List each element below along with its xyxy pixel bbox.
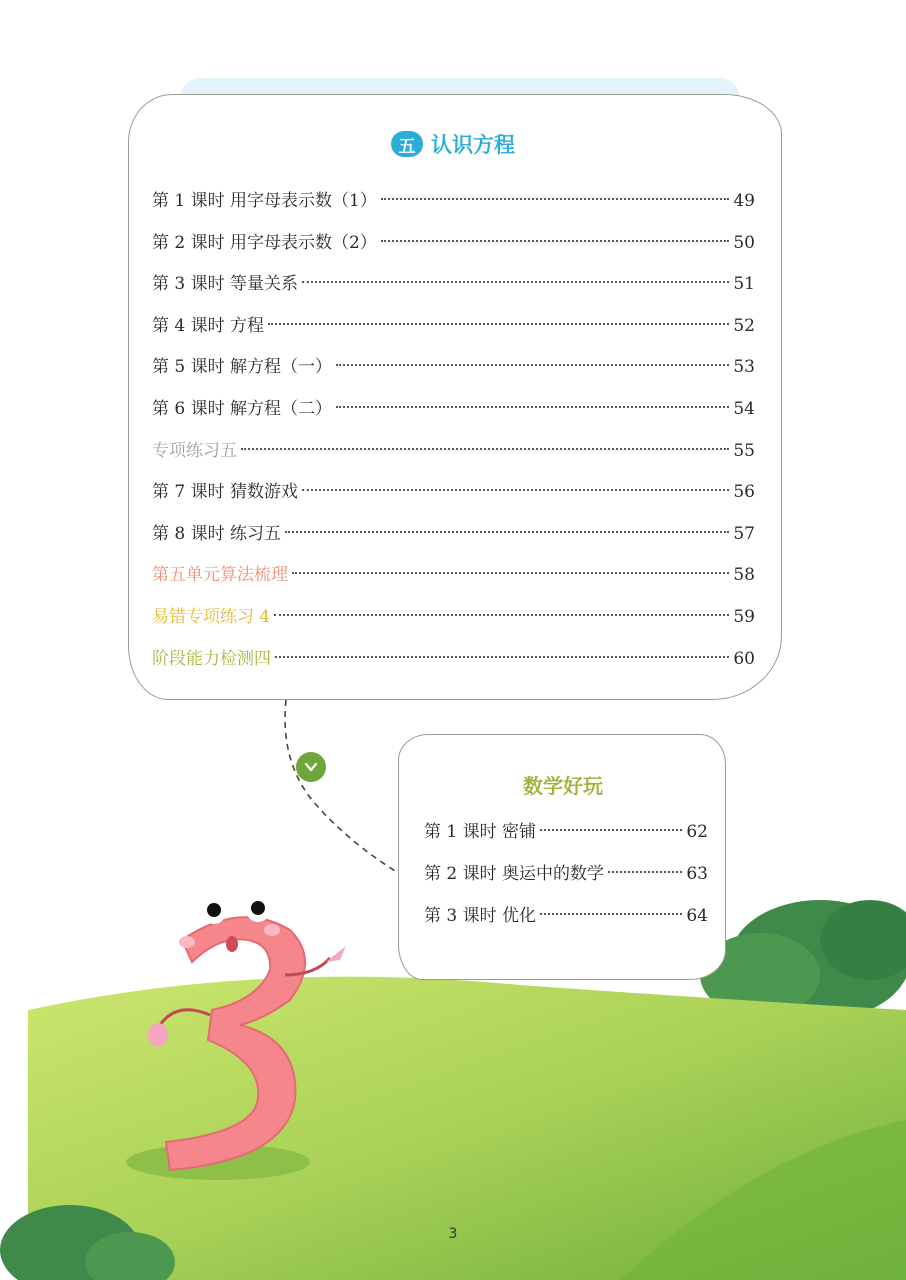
toc-entry[interactable] <box>152 313 755 339</box>
dot-leader <box>540 913 682 915</box>
dot-leader <box>285 531 729 533</box>
toc-entry-page: 49 <box>733 191 755 211</box>
toc-entry[interactable] <box>152 188 755 214</box>
fun-math-entry-page: 64 <box>686 906 708 926</box>
dot-leader <box>274 614 729 616</box>
toc-entry[interactable] <box>152 562 755 588</box>
unit-number-badge: 五 <box>391 131 423 157</box>
fun-math-entry-page: 63 <box>686 864 708 884</box>
chevron-down-icon <box>296 752 326 782</box>
dot-leader <box>292 572 729 574</box>
page-number: 3 <box>448 1226 458 1242</box>
toc-entry-page: 54 <box>733 399 755 419</box>
dot-leader <box>608 871 682 873</box>
toc-entry[interactable] <box>152 230 755 256</box>
toc-entry-label: 阶段能力检测四 <box>152 648 271 669</box>
dot-leader <box>268 323 729 325</box>
toc-entry[interactable] <box>152 271 755 297</box>
fun-math-entry[interactable] <box>424 819 708 845</box>
toc-entry-label: 第 7 课时 猜数游戏 <box>152 482 299 503</box>
toc-entry-page: 60 <box>733 648 755 669</box>
fun-math-title: 数学好玩 <box>523 774 603 798</box>
fun-math-entry-label: 第 1 课时 密铺 <box>424 822 537 842</box>
dot-leader <box>336 364 729 366</box>
dot-leader <box>381 198 730 200</box>
fun-math-entry[interactable] <box>424 903 708 929</box>
dot-leader <box>241 448 729 450</box>
toc-entry-label: 第 3 课时 等量关系 <box>152 274 299 295</box>
dot-leader <box>540 829 682 831</box>
toc-entry[interactable] <box>152 354 755 380</box>
toc-entry-label: 第 5 课时 解方程（一） <box>152 357 333 378</box>
toc-entry[interactable] <box>152 646 755 672</box>
toc-entry[interactable] <box>152 396 755 422</box>
dot-leader <box>336 406 729 408</box>
toc-entry-page: 56 <box>733 482 755 503</box>
toc-entry-page: 53 <box>733 357 755 378</box>
toc-entry-page: 58 <box>733 565 755 586</box>
toc-entry-label: 第 2 课时 用字母表示数（2） <box>152 232 377 253</box>
toc-entry[interactable] <box>152 604 755 630</box>
toc-entry-page: 51 <box>733 274 755 295</box>
fun-math-entry[interactable] <box>424 861 708 887</box>
connector-path <box>285 700 410 880</box>
fun-math-entry-label: 第 2 课时 奥运中的数学 <box>424 864 605 884</box>
unit-title-text: 认识方程 <box>431 133 515 157</box>
fun-math-entry-page: 62 <box>686 822 708 842</box>
fun-math-entry-label: 第 3 课时 优化 <box>424 906 537 926</box>
toc-entry-page: 59 <box>733 607 755 627</box>
toc-entry-label: 第 6 课时 解方程（二） <box>152 399 333 419</box>
toc-entry-label: 第 8 课时 练习五 <box>152 523 282 544</box>
toc-entry-page: 55 <box>733 440 755 461</box>
dot-leader <box>275 656 729 658</box>
dot-leader <box>381 240 730 242</box>
toc-entry-page: 52 <box>733 315 755 336</box>
toc-entry[interactable] <box>152 479 755 505</box>
toc-entry-label: 第五单元算法梳理 <box>152 565 288 586</box>
dot-leader <box>302 281 729 283</box>
toc-entry-label: 第 4 课时 方程 <box>152 315 265 336</box>
toc-entry[interactable] <box>152 438 755 464</box>
toc-entry-label: 易错专项练习 4 <box>152 607 271 627</box>
toc-entry-page: 50 <box>733 232 755 253</box>
toc-entry-label: 第 1 课时 用字母表示数（1） <box>152 191 377 211</box>
unit-heading <box>0 126 906 162</box>
toc-entry-label: 专项练习五 <box>152 440 237 461</box>
toc-entry-page: 57 <box>733 523 755 544</box>
dot-leader <box>302 489 729 491</box>
toc-entry[interactable] <box>152 521 755 547</box>
